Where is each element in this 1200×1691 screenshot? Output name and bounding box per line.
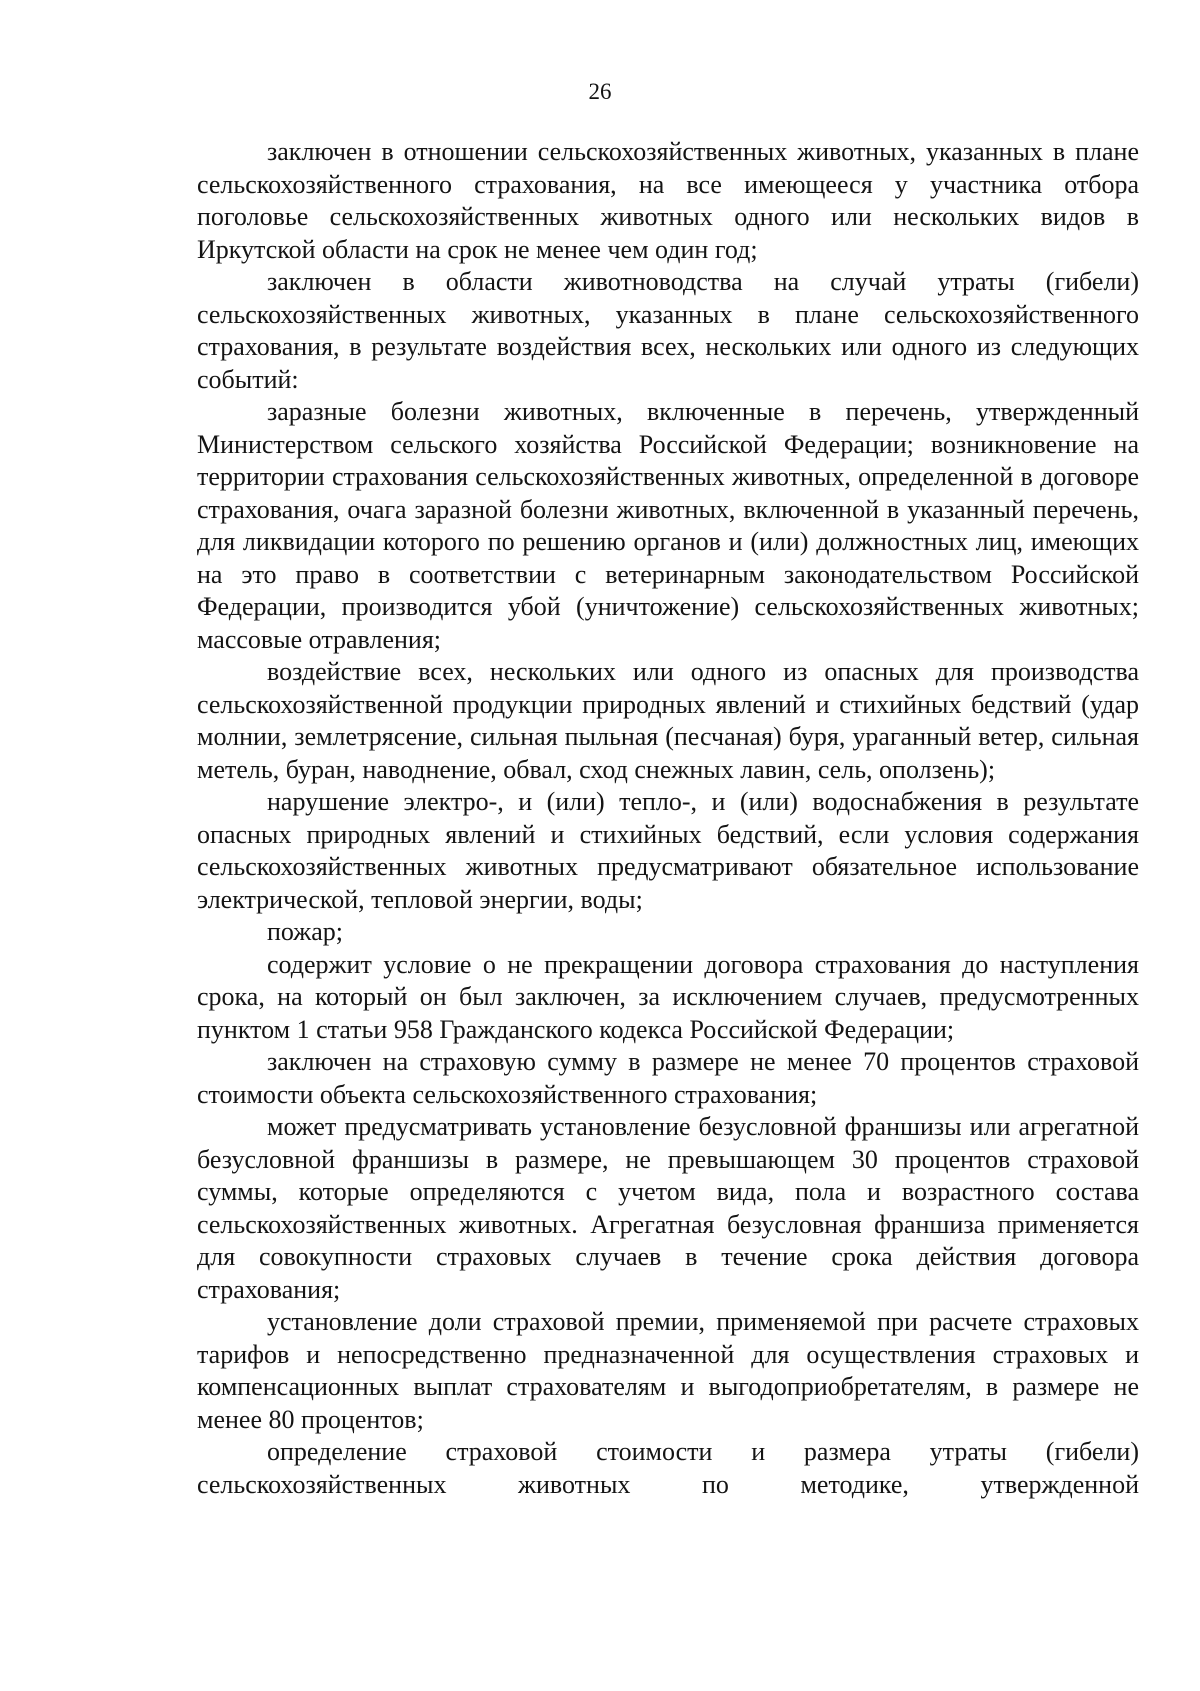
document-body <box>197 136 1139 1501</box>
paragraph: нарушение электро-, и (или) тепло-, и (или) водоснабжения в результате опасных природных явлений и стихийных бедствий, если условия содержания сельскохозяйственных животных предусматривают обязательное использование электрической, тепловой энергии, воды; <box>197 787 1139 914</box>
paragraph: заключен в отношении сельскохозяйственных животных, указанных в плане сельскохозяйственного страхования, на все имеющееся у участника отбора поголовье сельскохозяйственных животных одного или нескольких видов в Иркутской области на срок не менее чем один год; <box>197 137 1139 264</box>
paragraph: заключен в области животноводства на случай утраты (гибели) сельскохозяйственных животных, указанных в плане сельскохозяйственного страхования, в результате воздействия всех, нескольких или одного из следующих событий: <box>197 267 1139 394</box>
paragraph: может предусматривать установление безусловной франшизы или агрегатной безусловной франшизы в размере, не превышающем 30 процентов страховой суммы, которые определяются с учетом вида, пола и возрастного состава сельскохозяйственных животных. Агрегатная безусловная франшиза применяется для совокупности страховых случаев в течение срока действия договора страхования; <box>197 1112 1139 1304</box>
paragraph: заключен на страховую сумму в размере не менее 70 процентов страховой стоимости объекта сельскохозяйственного страхования; <box>197 1047 1139 1109</box>
paragraph: воздействие всех, нескольких или одного из опасных для производства сельскохозяйственной продукции природных явлений и стихийных бедствий (удар молнии, землетрясение, сильная пыльная (песчаная) буря, ураганный ветер, сильная метель, буран, наводнение, обвал, сход снежных лавин, сель, оползень); <box>197 657 1139 784</box>
paragraph: определение страховой стоимости и размера утраты (гибели) сельскохозяйственных животных по методике, утвержденной <box>197 1437 1139 1499</box>
paragraph: установление доли страховой премии, применяемой при расчете страховых тарифов и непосредственно предназначенной для осуществления страховых и компенсационных выплат страхователям и выгодоприобретателям, в размере не менее 80 процентов; <box>197 1307 1139 1434</box>
paragraph: заразные болезни животных, включенные в перечень, утвержденный Министерством сельского хозяйства Российской Федерации; возникновение на территории страхования сельскохозяйственных животных, определенной в договоре страхования, очага заразной болезни животных, включенной в указанный перечень, для ликвидации которого по решению органов и (или) должностных лиц, имеющих на это право в соответствии с ветеринарным законодательством Российской Федерации, производится убой (уничтожение) сельскохозяйственных животных; массовые отравления; <box>197 397 1139 654</box>
paragraph: содержит условие о не прекращении договора страхования до наступления срока, на который он был заключен, за исключением случаев, предусмотренных пунктом 1 статьи 958 Гражданского кодекса Российской Федерации; <box>197 949 1139 1044</box>
paragraph: пожар; <box>267 917 343 946</box>
page-number: 26 <box>588 79 612 104</box>
